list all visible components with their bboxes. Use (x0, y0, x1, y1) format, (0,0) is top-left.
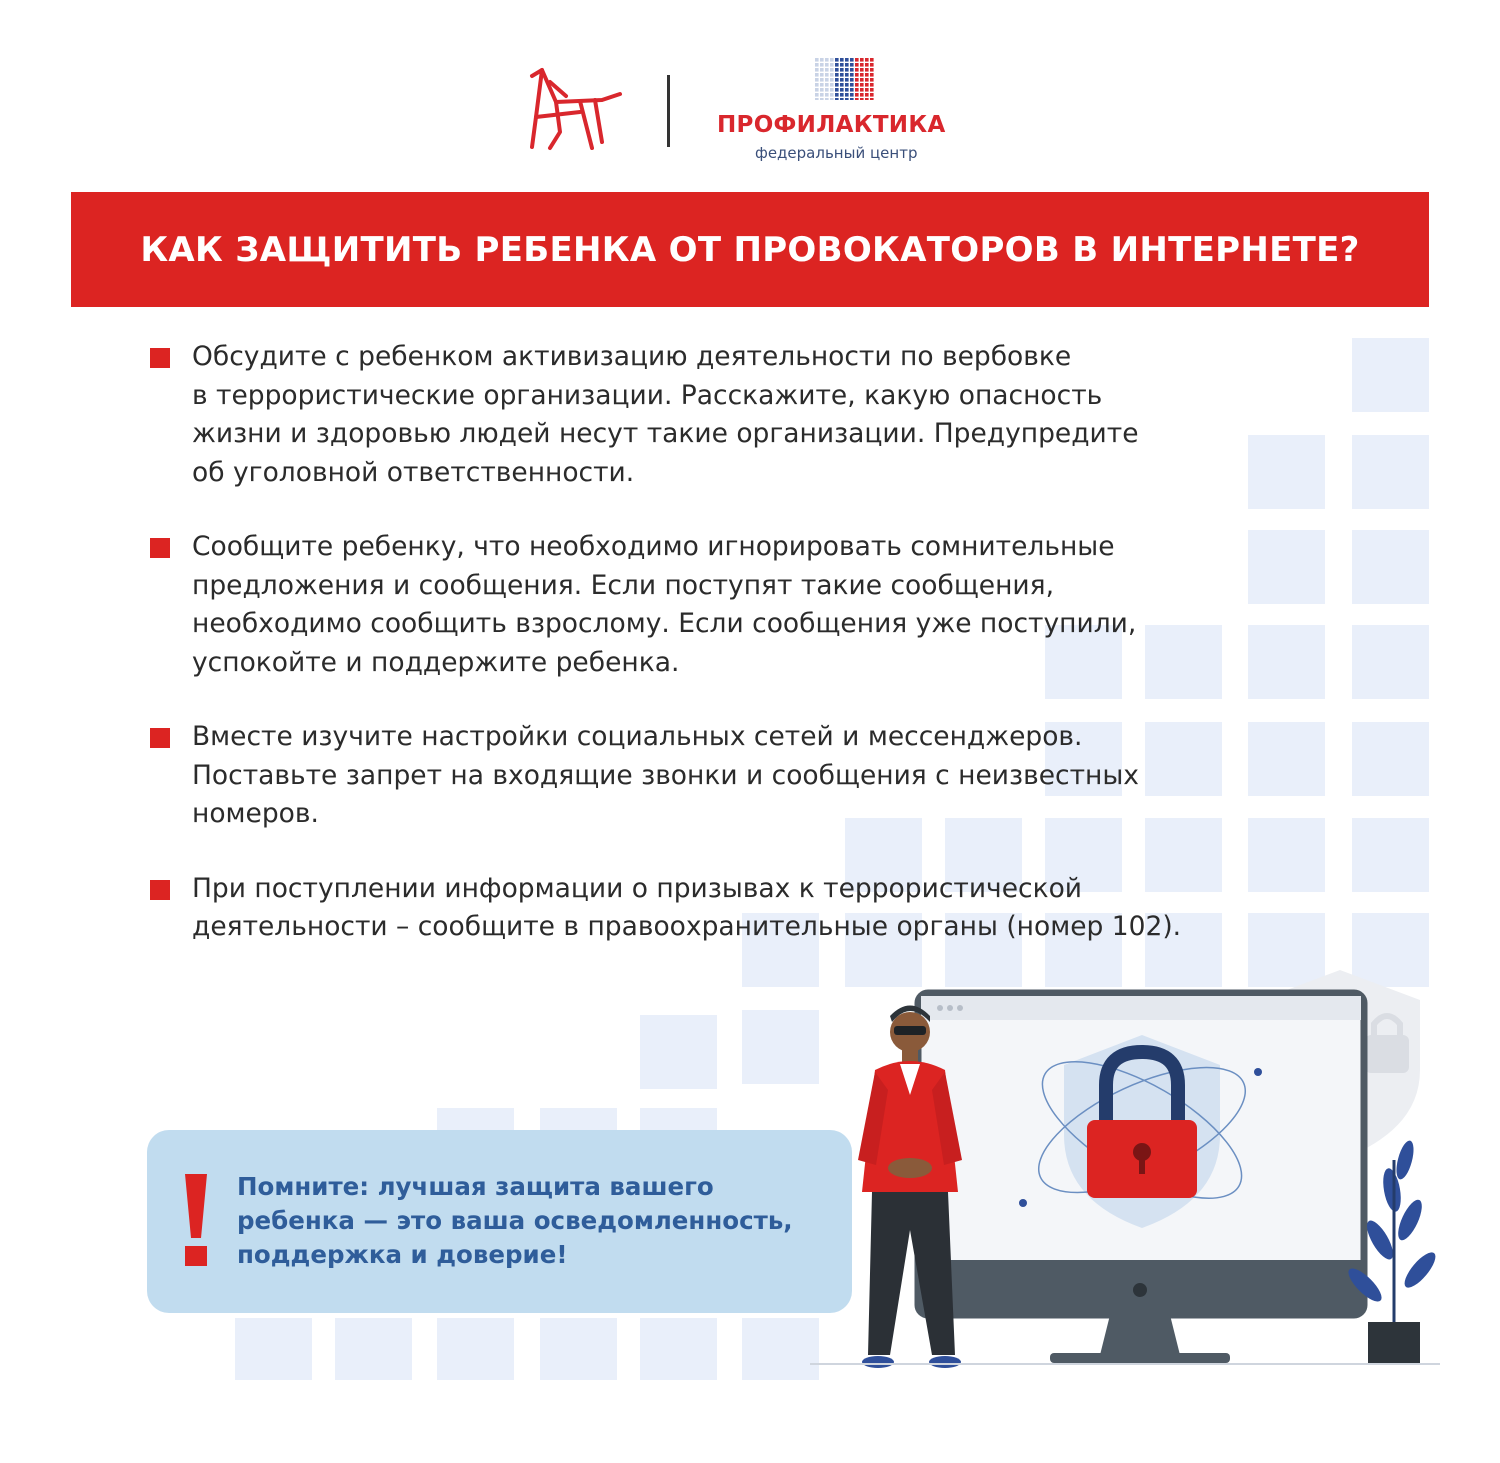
list-item (150, 528, 1370, 682)
reminder-note (147, 1130, 852, 1313)
list-item (150, 718, 1370, 834)
red-chair-logo-icon (520, 62, 630, 157)
org-title: ПРОФИЛАКТИКА (717, 112, 946, 138)
tips-list (150, 338, 1370, 947)
security-illustration (780, 960, 1460, 1390)
tip-text: Обсудите с ребенком активизацию деятельности по вербовке в террористические организации. Расскажите, какую опасность жизни и здоровью людей несут такие организации. Предупредите об уголовной ответственности. (192, 341, 1139, 488)
list-item (150, 338, 1370, 492)
red-square-bullet-icon (150, 880, 170, 900)
org-subtitle: федеральный центр (755, 144, 918, 162)
list-item (150, 870, 1370, 947)
red-square-bullet-icon (150, 728, 170, 748)
red-square-bullet-icon (150, 348, 170, 368)
logo-divider (667, 75, 670, 147)
title-banner (71, 192, 1429, 307)
exclamation-icon (185, 1174, 207, 1266)
tip-text: При поступлении информации о призывах к террористической деятельности – сообщите в правоохранительные органы (номер 102). (192, 872, 1182, 942)
tip-text: Вместе изучите настройки социальных сетей и мессенджеров. Поставьте запрет на входящие звонки и сообщения с неизвестных номеров. (192, 721, 1139, 829)
header (0, 0, 1500, 190)
page-title: КАК ЗАЩИТИТЬ РЕБЕНКА ОТ ПРОВОКАТОРОВ В ИНТЕРНЕТЕ? (140, 229, 1360, 270)
red-square-bullet-icon (150, 538, 170, 558)
grid-squares-logo-icon (815, 58, 875, 100)
tip-text: Сообщите ребенку, что необходимо игнорировать сомнительные предложения и сообщения. Если поступят такие сообщения, необходимо сообщить взрослому. Если сообщения уже поступили, успокойте и поддержите ребенка. (192, 531, 1137, 678)
reminder-text: Помните: лучшая защита вашего ребенка — это ваша осведомленность, поддержка и доверие! (237, 1172, 793, 1269)
